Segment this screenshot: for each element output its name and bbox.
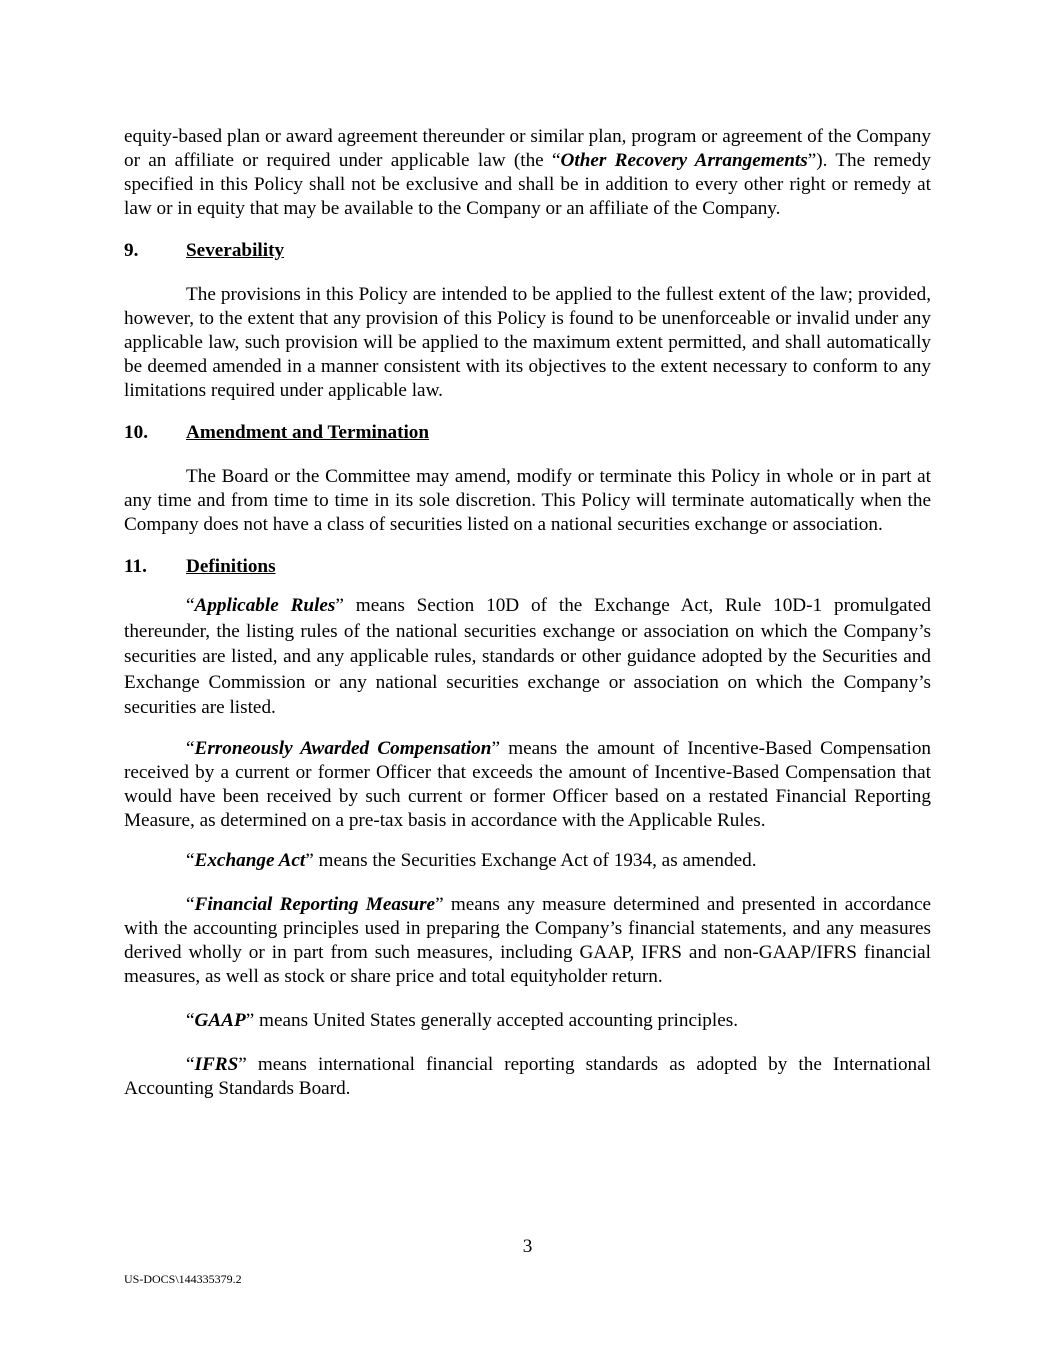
intro-text: ”). The remedy specified in this Policy shall not be exclusive and shall be in addition to every other right or remedy at law or in equity that may be available to the Company or an affiliate of the Company. bbox=[124, 150, 931, 219]
definition-paragraph bbox=[124, 849, 931, 873]
section-number: 11. bbox=[124, 556, 147, 577]
section-heading-severability bbox=[124, 239, 931, 263]
definition-paragraph bbox=[124, 1009, 931, 1033]
definition-text: ” means the Securities Exchange Act of 1934, as amended. bbox=[305, 849, 757, 871]
definition-paragraph bbox=[124, 737, 931, 833]
defined-term: Exchange Act bbox=[194, 849, 306, 871]
quote-mark: “ bbox=[186, 849, 195, 871]
quote-mark: “ bbox=[186, 1053, 195, 1075]
document-id: US-DOCS\144335379.2 bbox=[124, 1272, 242, 1286]
quote-mark: “ bbox=[186, 893, 195, 915]
definition-text: ” means Section 10D of the Exchange Act, Rule 10D-1 promulgated thereunder, the listing rules of the national securities exchange or association on which the Company’s securities are listed, and any applicable rules, standards or other guidance adopted by the Securities and Exchange Commission or any national securities exchange or association on which the Company’s securities are listed. bbox=[124, 595, 931, 718]
definition-paragraph bbox=[124, 893, 931, 989]
quote-mark: “ bbox=[186, 595, 195, 616]
definition-text: ” means any measure determined and presented in accordance with the accounting principles used in preparing the Company’s financial statements, and any measures derived wholly or in part from such measures, including GAAP, IFRS and non-GAAP/IFRS financial measures, as well as stock or share price and total equityholder return. bbox=[124, 893, 931, 987]
definition-text: ” means international financial reporting standards as adopted by the International Accounting Standards Board. bbox=[124, 1053, 931, 1099]
defined-term: IFRS bbox=[194, 1053, 239, 1075]
section-heading-amendment bbox=[124, 421, 931, 445]
definition-paragraph bbox=[124, 593, 931, 721]
document-page bbox=[124, 125, 931, 1101]
section-title: Severability bbox=[186, 240, 285, 261]
section-heading-definitions bbox=[124, 555, 931, 579]
definition-paragraph bbox=[124, 1053, 931, 1101]
definition-text: ” means United States generally accepted accounting principles. bbox=[245, 1009, 739, 1031]
intro-text: equity-based plan or award agreement thereunder or similar plan, program or agreement of the Company or an affiliate or required under applicable law (the “ bbox=[124, 126, 931, 171]
amendment-paragraph: The Board or the Committee may amend, modify or terminate this Policy in whole or in part at any time and from time to time in its sole discretion. This Policy will terminate automatically when the Company does not have a class of securities listed on a national securities exchange or association. bbox=[124, 466, 931, 535]
section-number: 9. bbox=[124, 240, 139, 261]
defined-term: Other Recovery Arrangements bbox=[560, 150, 808, 171]
defined-term: GAAP bbox=[194, 1009, 246, 1031]
severability-paragraph: The provisions in this Policy are intended to be applied to the fullest extent of the law; provided, however, to the extent that any provision of this Policy is found to be unenforceable or invalid under any applicable law, such provision will be applied to the maximum extent permitted, and shall automatically be deemed amended in a manner consistent with its objectives to the extent necessary to conform to any limitations required under applicable law. bbox=[124, 284, 931, 401]
section-title: Amendment and Termination bbox=[186, 422, 430, 443]
defined-term: Financial Reporting Measure bbox=[194, 893, 436, 915]
section-title: Definitions bbox=[186, 556, 276, 577]
quote-mark: “ bbox=[186, 1009, 195, 1031]
intro-paragraph bbox=[124, 125, 931, 221]
defined-term: Applicable Rules bbox=[194, 595, 336, 616]
defined-term: Erroneously Awarded Compensation bbox=[194, 737, 492, 759]
section-number: 10. bbox=[124, 422, 148, 443]
quote-mark: “ bbox=[186, 737, 195, 759]
definition-text: ” means the amount of Incentive-Based Compensation received by a current or former Officer that exceeds the amount of Incentive-Based Compensation that would have been received by such current or former Officer based on a restated Financial Reporting Measure, as determined on a pre-tax basis in accordance with the Applicable Rules. bbox=[124, 737, 932, 831]
page-number: 3 bbox=[522, 1236, 533, 1257]
